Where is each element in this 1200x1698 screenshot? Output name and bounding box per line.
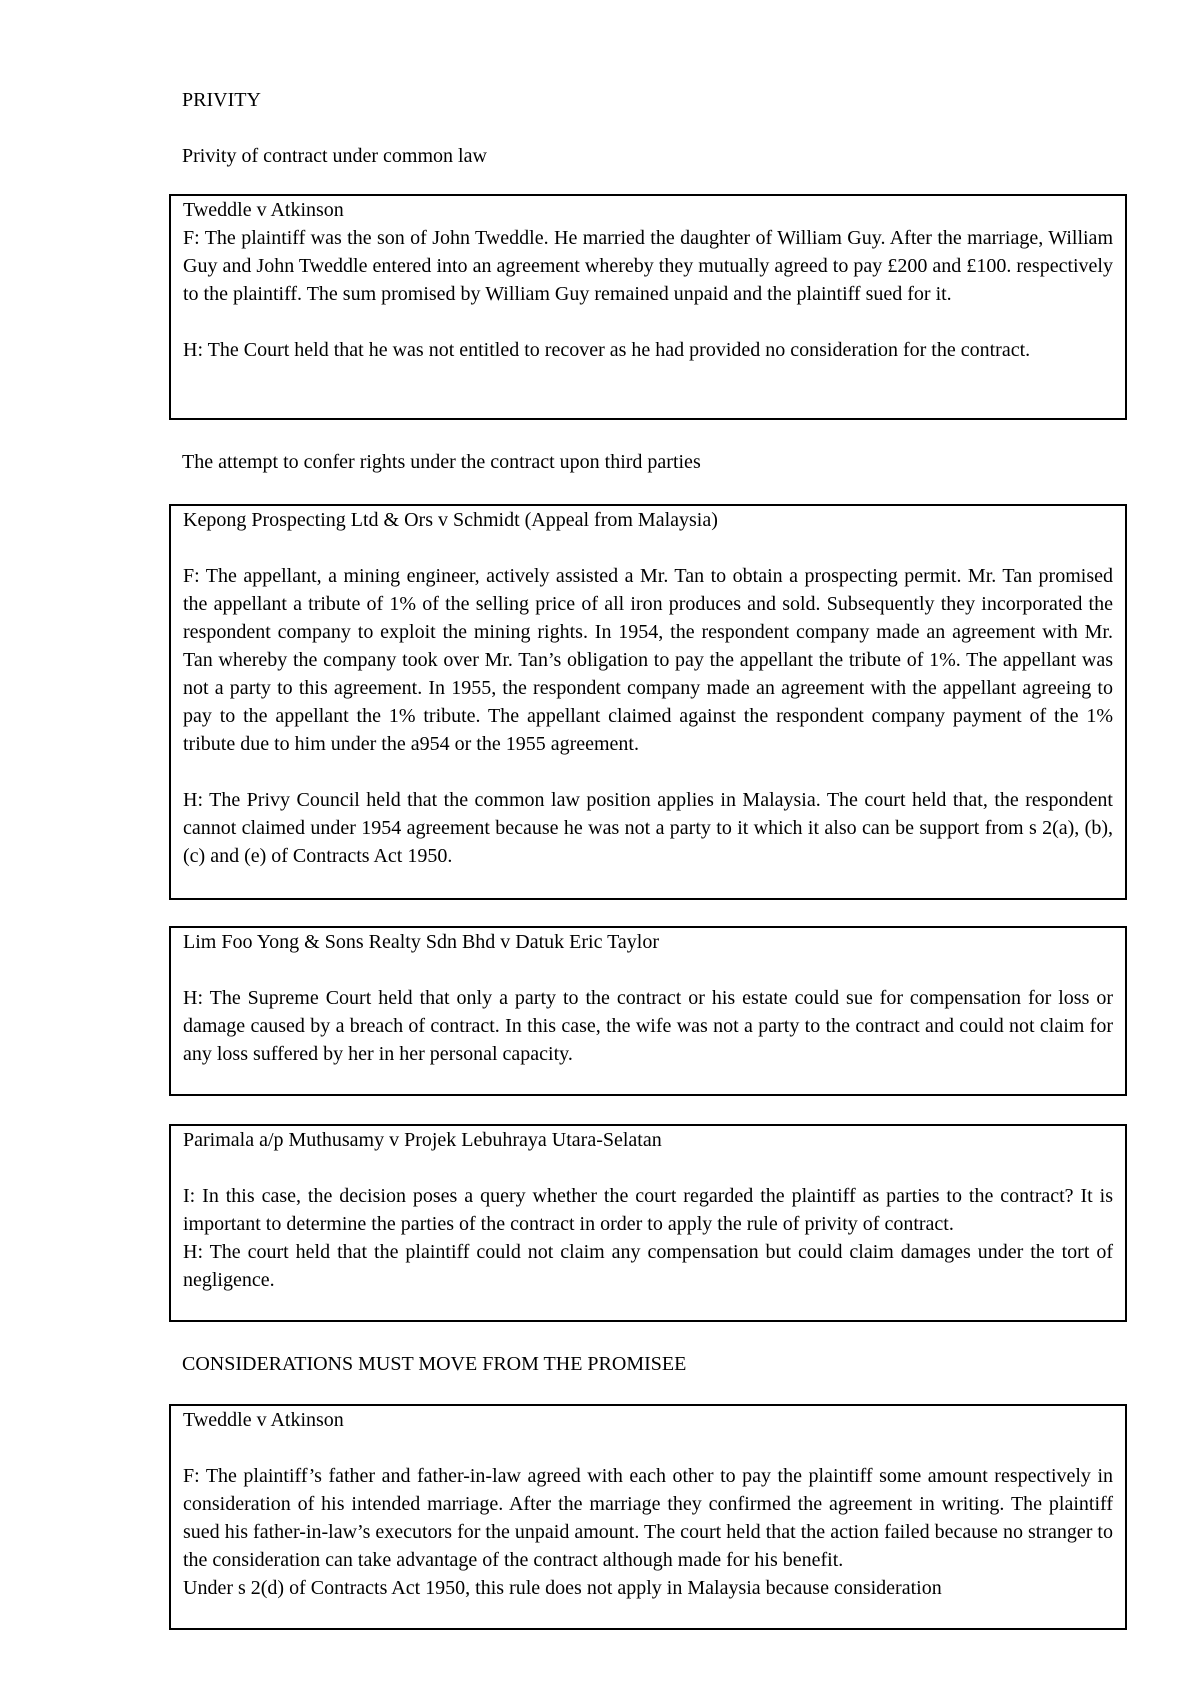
section-heading-third-parties: The attempt to confer rights under the contract upon third parties [182,451,701,473]
section-heading-privity-common-law: Privity of contract under common law [182,145,487,167]
case-box-lim-foo-yong [169,926,1127,1096]
document-title: PRIVITY [182,89,261,111]
case-box-parimala [169,1124,1127,1322]
case-note: Under s 2(d) of Contracts Act 1950, this rule does not apply in Malaysia because consideration [183,1577,942,1599]
case-name: Lim Foo Yong & Sons Realty Sdn Bhd v Datuk Eric Taylor [183,931,660,953]
case-name: Tweddle v Atkinson [183,1409,344,1431]
case-name: Kepong Prospecting Ltd & Ors v Schmidt (Appeal from Malaysia) [183,509,718,531]
case-issue: I: In this case, the decision poses a query whether the court regarded the plaintiff as parties to the contract? It is important to determine the parties of the contract in order to apply the rule of privity of contract. [183,1185,1113,1235]
case-facts: F: The plaintiff was the son of John Tweddle. He married the daughter of William Guy. After the marriage, William Guy and John Tweddle entered into an agreement whereby they mutually agreed to pay £200 and £100. respectively to the plaintiff. The sum promised by William Guy remained unpaid and the plaintiff sued for it. [183,227,1113,305]
case-name: Parimala a/p Muthusamy v Projek Lebuhraya Utara-Selatan [183,1129,662,1151]
case-facts: F: The plaintiff’s father and father-in-law agreed with each other to pay the plaintiff some amount respectively in consideration of his intended marriage. After the marriage they confirmed the agreement in writing. The plaintiff sued his father-in-law’s executors for the unpaid amount. The court held that the action failed because no stranger to the consideration can take advantage of the contract although made for his benefit. [183,1465,1113,1571]
case-facts: F: The appellant, a mining engineer, actively assisted a Mr. Tan to obtain a prospecting permit. Mr. Tan promised the appellant a tribute of 1% of the selling price of all iron produces and sold. Subsequently they incorporated the respondent company to exploit the mining rights. In 1954, the respondent company made an agreement with Mr. Tan whereby the company took over Mr. Tan’s obligation to pay the appellant the tribute of 1%. The appellant was not a party to this agreement. In 1955, the respondent company made an agreement with the appellant agreeing to pay to the appellant the 1% tribute. The appellant claimed against the respondent company payment of the 1% tribute due to him under the a954 or the 1955 agreement. [183,565,1113,755]
case-name: Tweddle v Atkinson [183,199,344,221]
case-box-kepong-prospecting [169,504,1127,900]
case-held: H: The Privy Council held that the common law position applies in Malaysia. The court held that, the respondent cannot claimed under 1954 agreement because he was not a party to it which it also can be support from s 2(a), (b), (c) and (e) of Contracts Act 1950. [183,789,1113,867]
case-box-tweddle-v-atkinson-consideration [169,1404,1127,1630]
section-heading-consideration: CONSIDERATIONS MUST MOVE FROM THE PROMISEE [182,1353,687,1375]
case-held: H: The court held that the plaintiff could not claim any compensation but could claim damages under the tort of negligence. [183,1241,1113,1291]
case-held: H: The Supreme Court held that only a party to the contract or his estate could sue for compensation for loss or damage caused by a breach of contract. In this case, the wife was not a party to the contract and could not claim for any loss suffered by her in her personal capacity. [183,987,1113,1065]
case-box-tweddle-v-atkinson [169,194,1127,420]
case-held: H: The Court held that he was not entitled to recover as he had provided no consideration for the contract. [183,339,1031,361]
